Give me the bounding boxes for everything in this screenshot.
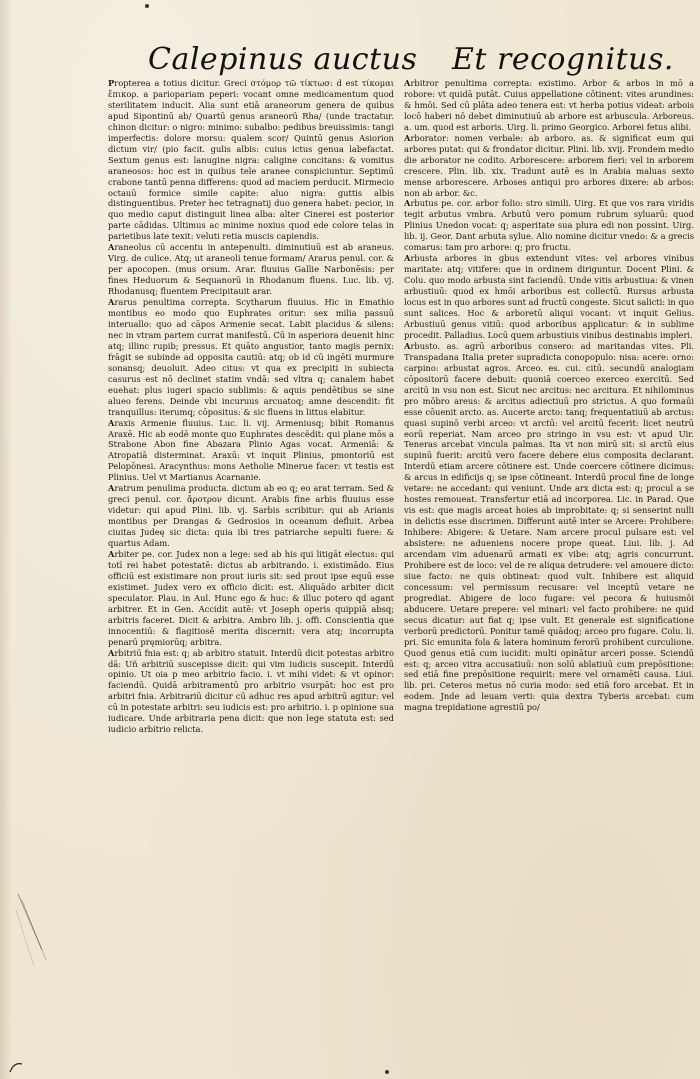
paragraph: Arbitror penultima correpta: existimo. Arbor & arbos in mō a robore: vt quidā putāt. Cuius appellatione cōtinent: vites arundines: & hmōi. Sed cū plāta adeo tenera est: vt herba potius videat: arbois locō haberi nō debet diminutiuū ab arbore est arbuscula. Arboreus. a. um. quod est arboris. Uirg. li. primo Georgico. Arborei fetus alibi. (404, 78, 694, 132)
paragraph: Arbutus pe. cor. arbor folio: stro simili. Uirg. Et que vos rara viridis tegit arbutus vmbra. Arbutū vero pomum rubrum syluarū: quod Plinius Unedon vocat: q; asperitate sua plura edi non possint. Uirg. lib. ij. Geor. Dant arbuta sylue. Alio nomine dicitur vnedo: & a grecis comarus: tam pro arbore: q; pro fructu. (404, 198, 694, 253)
text-column-right (404, 78, 694, 978)
paragraph: Arbitriū fnia est: q; ab arbitro statuit. Interdū dicit potestas arbitro dā: Uñ arbitriū suscepisse dicit: qui vim iudicis suscepit. Interdū opinio. Ut oia p meo arbitrio facio. i. vt mihi videt: & vt opinor: faciendū. Quidā arbitramentū pro arbitrio vsurpāt: hoc est pro arbitri fnia. Arbitrariū dicitur cū adhuc res apud arbitrū agitur: vel cū in potestate arbitri: seu iudicis est: pro arbitrio. i. p opinione sua iudicare. Unde arbitraria pena dicit: que non lege statuta est: sed iudicio arbitrio relicta. (108, 647, 394, 735)
paragraph: Araneolus cū accentu in antepenulti. diminutiuū est ab araneus. Virg. de culice. Atq; ut araneoli tenue formam/ Ararus penul. cor. & per apocopen. (mus orsum. Arar. fluuius Gallie Narbonēsis: per fines Heduorum & Sequanorū in Rhodanum fluens. Luc. lib. vj. Rhodanusq; fluentem Precipitauit arar. (108, 242, 394, 297)
paragraph: Aratrum penulima producta. dictum ab eo q; eo arat terram. Sed & greci penul. cor. ἄροτρον dicunt. Arabis fine arbis fluuius esse videtur: qui apud Plini. lib. vj. Sarbis scribitur: qui ab Arianis montibus per Drangas & Gedrosios in oceanum defluit. Arbea ciuitas Judeę sic dicta: quia ibi tres patriarche sepulti fuere: & quartus Adam. (108, 483, 394, 549)
paragraph: Ararus penultima correpta. Scytharum fluuius. Hic in Emathio montibus eo modo quo Euphrates oritur: sex milia passuū interuallo: quo ad cāpos Armenie secat. Labit placidus & silens: nec in vtram partem currat manifestū. Cū in asperiora deuenit hinc atq; illinc rupib; pressus. Et quāto angustior, tanto magis pernix: frāgit se subinde ad opposita cautiū: atq; ob id cū ingēti murmure sonansq; deuoluit. Adeo citus: vt qua ex precipiti in subiecta casurus est nō declinet statim vndā: sed vltra q; canalem habet euehat: plus iugeri spacio sublimis: & aquis pendētibus se sine alueo ferens. Deinde vbi incuruus arcuatoq; amne descendit: fit tranquillus: iterumq; cōpositus: & sic fluens in littus elabitur. (108, 297, 394, 417)
paragraph: Arbiter pe. cor. Judex non a lege: sed ab his qui litigāt electus: qui totī rei habet potestatē: dictus ab arbitrando. i. existimādo. Eius officiū est existimare non prout iuris sit: sed prout ipse equū esse existimet. Judex vero ex officio dicit: est. Aliquādo arbiter dicit speculator. Plau. in Aul. Hunc ego & huc: & illuc potero qd agant arbitrer. Et in Gen. Accidit autē: vt Joseph operis quippiā absq; arbitris faceret. Dicit & arbitra. Ambro lib. j. offi. Conscientia que innocentiū: & flagitiosē merita discernit: vera atq; incorrupta penarū pręmiorūq; arbitra. (108, 548, 394, 647)
paragraph: Propterea a totius dicitur. Greci στόμορ τῶ τίκτωσ: d est τίκομαι ἔπικορ. a pariopariam peperi: vocant omne medicamentum quod sterilitatem inducit. Alia sunt etiā araneorum genera de quibus apud Sipontinū ab/ Quartū genus araneorū Rha/ (unde tractatur. chinon dicitur: o nigro: minimo: subalbo: pedibus breuissimis: tangi imperfectis: dolore morsu: qualem scor/ Quintū genus Asiorion dictum vir/ (pio facit. gulis albis: cuius ictus genua labefactat. Sextum genus est: lanugine nigra: caligine concitans: & vomitus araneosos: hoc est in quibus tele aranee conspiciuntur. Septimū crabone tantū penna differens: quod ad maciem perducit. Mirmecio octauū formice simile capite: aluo nigra: guttis albis distinguentibus. Preter hec tetragnatij duo genera habet: pecior, in quo medio caput distinguit linea alba: alter Cinerei est posterior parte cādidas. Ultimus ac minime noxius quod ede colore telas in parietibus late texit: veluti retia muscis capiendis. (108, 78, 394, 242)
ink-spot (385, 1070, 389, 1074)
paragraph: Arbusta arbores in gbus extendunt vites: vel arbores vinibus maritate: atq; vitifere: que in ordinem diriguntur. Docent Plini. & Colu. quo modo arbusta sint faciendū. Unde vitis arbustiua: & vinen arbustiuū: quod ex hmōi arboribus est collectū. Rursus arbusta locus est in quo arbores sunt ad fructū congeste. Sicut salicti: in quo sunt salices. Hoc & arboretū aliqui vocant: vt inquit Gelius. Arbustiuū genus vitiū: quod arboribus applicatur: & in sublime procedit. Palladius. Locū quem arbustiuis vinibus destinabis impleri. (404, 253, 694, 340)
paragraph: Arbusto. as. agrū arboribus consero: ad maritandas vites. Pli. Transpadana Italia preter supradicta conopopulo: nisa: acere: orno: carpino: arbustat agros. Arceo. es. cui. citū. secundū analogiam cōpositorū facere debuit: quoniā coerceo exerceo exercitū. Sed arcitū in vsu non est. Sicut nec arcitus: nec arcitura. Et nihilominus pro mōbro areus: & arcitus adiectiuū pro strictus. A quo formaūi esse cōuenit arcto. as. Aucerte arcto: tanq; frequentatiuū ab arctus: quasi supinō verbi arceo: vt arctū: vel arcitū fecerit: licet neutrū eorū reperiat. Nam arceo pro stringo in vsu est: vt apud Uir. Teneras arcebat vincula palmas. Ita vt non mirū sit: si arctū eius supinū fuerit: arcitū vero facere debere eius composita declarant. Interdū etiam arcere cōtinere est. Unde coercere cōtinere dicimus: & arcus in edificijs q; se ipse cōtineant. Interdū procul fine de longe vetare: ne accedant: qui veniunt. Unde arx dicta est: q; procul a se hostes remoueat. Transfertur etiā ad incorporea. Lic. in Parad. Que vis est: que magis arceat hoies ab improbitate: q; si senserint nulli in delictis esse discrimen. Differunt autē inter se Arcere: Prohibere: Inhibere: Abigere: & Uetare. Nam arcere procul pulsare est: vel absistere: ne adueniens nocere prope queat. Liui. lib. j. Ad arcendam vim aduenarū armati ex vibe: atq; agris concurrunt. Prohibere est de loco: vel de re aliqua detrudere: vel amouere dicto: siue facto: ne quis obtineat: quod vult. Inhibere est aliquid concessum: vel permissum recusare: vel inceptū vetare ne progrediat. Abigere de loco fugare: vel pecora & huiusmōi abducere. Uetare prepere: vel minari: vel facto prohibere: ne quid secus dicatur: aut fiat q; ipse vult. Et generale est significatione verborū predictorū. Ponitur tamē quādoq; arceo pro fugare. Colu. li. pri. Sic emunita fola & latera hominum ferorū prohibent curculione. Quod genus etiā cum iucidit: multi opinātur arceri posse. Sciendū est: q; arceo vitra accusatiuū: non solū ablatiuū cum prepōsitione: sed etiā fine prepōsitione requirit: mere vel ornamēti causa. Liui. lib. pri. Ceteros metus nō curia modo: sed etiā foro arcebat. Et in eodem. Jnde ad leuam verti: quia dextra Tyberis arcebat: cum magna trepidatione agrestiū po/ (404, 340, 694, 713)
header-left-title: Calepinus auctus (148, 42, 418, 77)
corner-ink-mark (8, 1060, 24, 1074)
paragraph: Araxis Armenie fluuius. Luc. li. vij. Armeniusq; bibit Romanus Araxē. Hic ab eodē monte quo Euphrates descēdit: qui plane mōs a Strabone Abon fine Abazara Plinio Agas vocat. Armeniā: & Atropatiā disterminat. Araxū: vt inquit Plinius, pmontoriū est Pelopōnesi. Aracynthus: mons Aetholie Minerue facer: vt testis est Plinius. Uel vt Martianus Acarnanie. (108, 417, 394, 483)
ink-spot (145, 4, 149, 8)
margin-ink-marks (12, 890, 52, 970)
page-edge-shadow (0, 0, 12, 1079)
header-right-title: Et recognitus. (452, 42, 674, 77)
text-column-left (108, 78, 394, 978)
paragraph: Arborator: nomen verbale: ab arboro. as. & significat eum qui arbores putat: qui & frondator dicitur. Plini. lib. xvij. Frondem medio die arborator ne codito. Arborescere: arborem fieri: vel in arborem crescere. Plin. lib. xix. Tradunt autē es in Arabia maluas sexto mense arborescere. Arboses antiqui pro arbores dixere: ab arbos: non ab arbor. &c. (404, 132, 694, 198)
